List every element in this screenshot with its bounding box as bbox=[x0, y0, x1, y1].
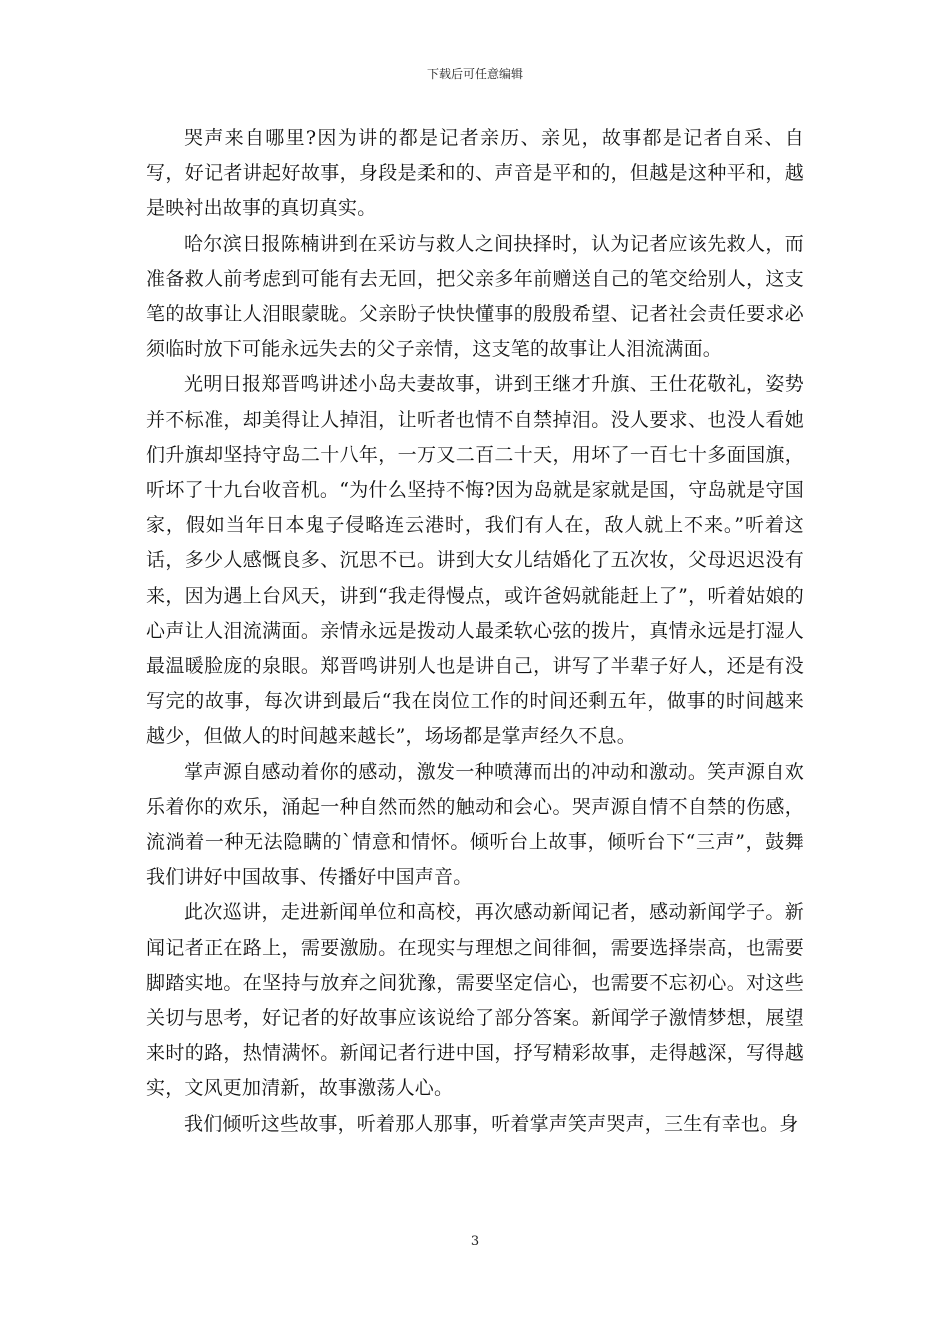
document-body bbox=[146, 121, 804, 1142]
page-header: 下载后可任意编辑 bbox=[426, 67, 523, 81]
paragraph-4: 掌声源自感动着你的感动，激发一种喷薄而出的冲动和激动。笑声源自欢乐着你的欢乐，涌起一种自然而然的触动和会心。哭声源自情不自禁的伤感，流淌着一种无法隐瞒的`情意和情怀。倾听台上故事，倾听台下“三声”，鼓舞我们讲好中国故事、传播好中国声音。 bbox=[146, 760, 804, 889]
paragraph-2: 哈尔滨日报陈楠讲到在采访与救人之间抉择时，认为记者应该先救人，而准备救人前考虑到可能有去无回，把父亲多年前赠送自己的笔交给别人，这支笔的故事让人泪眼蒙眬。父亲盼子快快懂事的殷殷希望、记者社会责任要求必须临时放下可能永远失去的父子亲情，这支笔的故事让人泪流满面。 bbox=[146, 232, 804, 361]
paragraph-3: 光明日报郑晋鸣讲述小岛夫妻故事，讲到王继才升旗、王仕花敬礼，姿势并不标准，却美得让人掉泪，让听者也情不自禁掉泪。没人要求、也没人看她们升旗却坚持守岛二十八年，一万又二百二十天，用坏了一百七十多面国旗，听坏了十九台收音机。“为什么坚持不悔?因为岛就是家就是国，守岛就是守国家，假如当年日本鬼子侵略连云港时，我们有人在，敌人就上不来。”听着这话，多少人感慨良多、沉思不已。讲到大女儿结婚化了五次妆，父母迟迟没有来，因为遇上台风天，讲到“我走得慢点，或许爸妈就能赶上了”，听着姑娘的心声让人泪流满面。亲情永远是拨动人最柔软心弦的拨片，真情永远是打湿人最温暖脸庞的泉眼。郑晋鸣讲别人也是讲自己，讲写了半辈子好人，还是有没写完的故事，每次讲到最后“我在岗位工作的时间还剩五年，做事的时间越来越少，但做人的时间越来越长”，场场都是掌声经久不息。 bbox=[146, 373, 804, 748]
paragraph-1: 哭声来自哪里?因为讲的都是记者亲历、亲见，故事都是记者自采、自写，好记者讲起好故事，身段是柔和的、声音是平和的，但越是这种平和，越是映衬出故事的真切真实。 bbox=[146, 127, 804, 220]
paragraph-5: 此次巡讲，走进新闻单位和高校，再次感动新闻记者，感动新闻学子。新闻记者正在路上，需要激励。在现实与理想之间徘徊，需要选择崇高，也需要脚踏实地。在坚持与放弃之间犹豫，需要坚定信心，也需要不忘初心。对这些关切与思考，好记者的好故事应该说给了部分答案。新闻学子激情梦想，展望来时的路，热情满怀。新闻记者行进中国，抒写精彩故事，走得越深，写得越实，文风更加清新，故事激荡人心。 bbox=[146, 901, 804, 1100]
page-number: 3 bbox=[470, 1234, 480, 1249]
paragraph-6: 我们倾听这些故事，听着那人那事，听着掌声笑声哭声，三生有幸也。身 bbox=[184, 1112, 799, 1135]
